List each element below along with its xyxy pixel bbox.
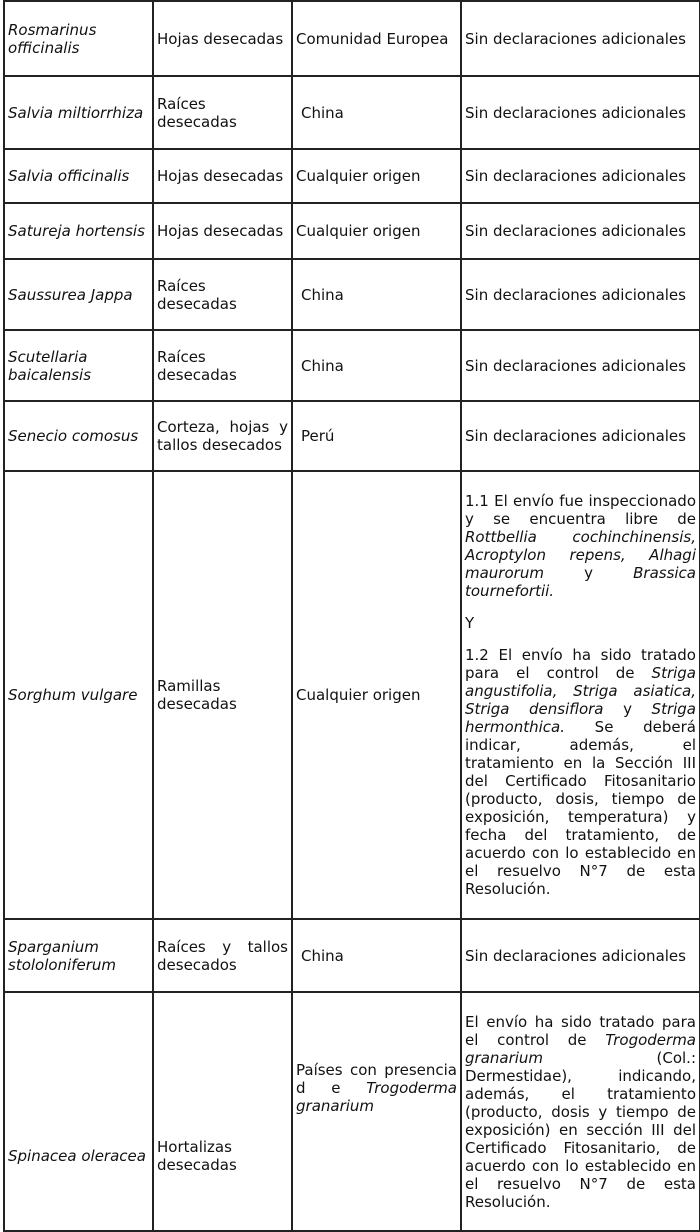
table-row bbox=[4, 1, 700, 76]
species-cell: Senecio comosus bbox=[4, 401, 153, 471]
part-cell: Hojas desecadas bbox=[153, 1, 292, 76]
requirement-cell: Sin declaraciones adicionales bbox=[461, 259, 700, 330]
species-cell: Rosmarinus officinalis bbox=[4, 1, 153, 76]
regulations-table bbox=[3, 0, 700, 1232]
origin-cell: Perú bbox=[292, 401, 461, 471]
requirement-cell: El envío ha sido tratado para el control de Trogoderma granarium (Col.: Dermestidae), indicando, además, el tratamiento (producto, dosis y tiempo de exposición) en sección III del Certificado Fitosanitario, de acuerdo con lo establecido en el resuelvo N°7 de esta Resolución. bbox=[461, 992, 700, 1231]
requirement-cell: Sin declaraciones adicionales bbox=[461, 76, 700, 149]
species-cell: Sorghum vulgare bbox=[4, 471, 153, 919]
origin-cell: China bbox=[292, 76, 461, 149]
requirement-cell: Sin declaraciones adicionales bbox=[461, 401, 700, 471]
species-cell: Satureja hortensis bbox=[4, 203, 153, 259]
part-cell: Hojas desecadas bbox=[153, 203, 292, 259]
requirement-cell: Sin declaraciones adicionales bbox=[461, 203, 700, 259]
requirement-conjunction: Y bbox=[465, 614, 475, 632]
species-cell: Sparganium stololoniferum bbox=[4, 919, 153, 992]
species-cell: Spinacea oleracea bbox=[4, 992, 153, 1231]
part-cell: Hojas desecadas bbox=[153, 149, 292, 203]
origin-cell: Países con presencia d e Trogoderma granarium bbox=[292, 992, 461, 1231]
table-row bbox=[4, 203, 700, 259]
origin-cell: China bbox=[292, 330, 461, 401]
requirement-cell: Sin declaraciones adicionales bbox=[461, 919, 700, 992]
species-cell: Scutellaria baicalensis bbox=[4, 330, 153, 401]
table-row bbox=[4, 149, 700, 203]
requirement-cell: Sin declaraciones adicionales bbox=[461, 330, 700, 401]
part-cell: Raíces desecadas bbox=[153, 76, 292, 149]
table-row bbox=[4, 471, 700, 919]
part-cell: Raíces desecadas bbox=[153, 259, 292, 330]
requirement-paragraph-2: 1.2 El envío ha sido tratado para el control de Striga angustifolia, Striga asiatica, Striga densiflora y Striga hermonthica. Se deberá indicar, además, el tratamiento en la Sección III del Certificado Fitosanitario (producto, dosis, tiempo de exposición, temperatura) y fecha del tratamiento, de acuerdo con lo establecido en el resuelvo N°7 de esta Resolución. bbox=[465, 646, 696, 898]
table-row bbox=[4, 992, 700, 1231]
origin-cell: Comunidad Europea bbox=[292, 1, 461, 76]
table-row bbox=[4, 919, 700, 992]
part-cell: Raíces y tallos desecados bbox=[153, 919, 292, 992]
species-cell: Salvia officinalis bbox=[4, 149, 153, 203]
table-row bbox=[4, 401, 700, 471]
origin-cell: China bbox=[292, 259, 461, 330]
origin-cell: Cualquier origen bbox=[292, 203, 461, 259]
table-row bbox=[4, 330, 700, 401]
part-cell: Corteza, hojas y tallos desecados bbox=[153, 401, 292, 471]
requirement-cell: Sin declaraciones adicionales bbox=[461, 1, 700, 76]
requirement-cell bbox=[461, 471, 700, 919]
origin-cell: Cualquier origen bbox=[292, 471, 461, 919]
table-row bbox=[4, 259, 700, 330]
species-cell: Saussurea Jappa bbox=[4, 259, 153, 330]
part-cell: Raíces desecadas bbox=[153, 330, 292, 401]
requirement-cell: Sin declaraciones adicionales bbox=[461, 149, 700, 203]
part-cell: Ramillas desecadas bbox=[153, 471, 292, 919]
origin-cell: China bbox=[292, 919, 461, 992]
origin-cell: Cualquier origen bbox=[292, 149, 461, 203]
requirement-paragraph-1: 1.1 El envío fue inspeccionado y se encuentra libre de Rottbellia cochinchinensis, Acroptylon repens, Alhagi maurorum y Brassica tournefortii. bbox=[465, 492, 696, 600]
part-cell: Hortalizas desecadas bbox=[153, 992, 292, 1231]
table-row bbox=[4, 76, 700, 149]
species-cell: Salvia miltiorrhiza bbox=[4, 76, 153, 149]
